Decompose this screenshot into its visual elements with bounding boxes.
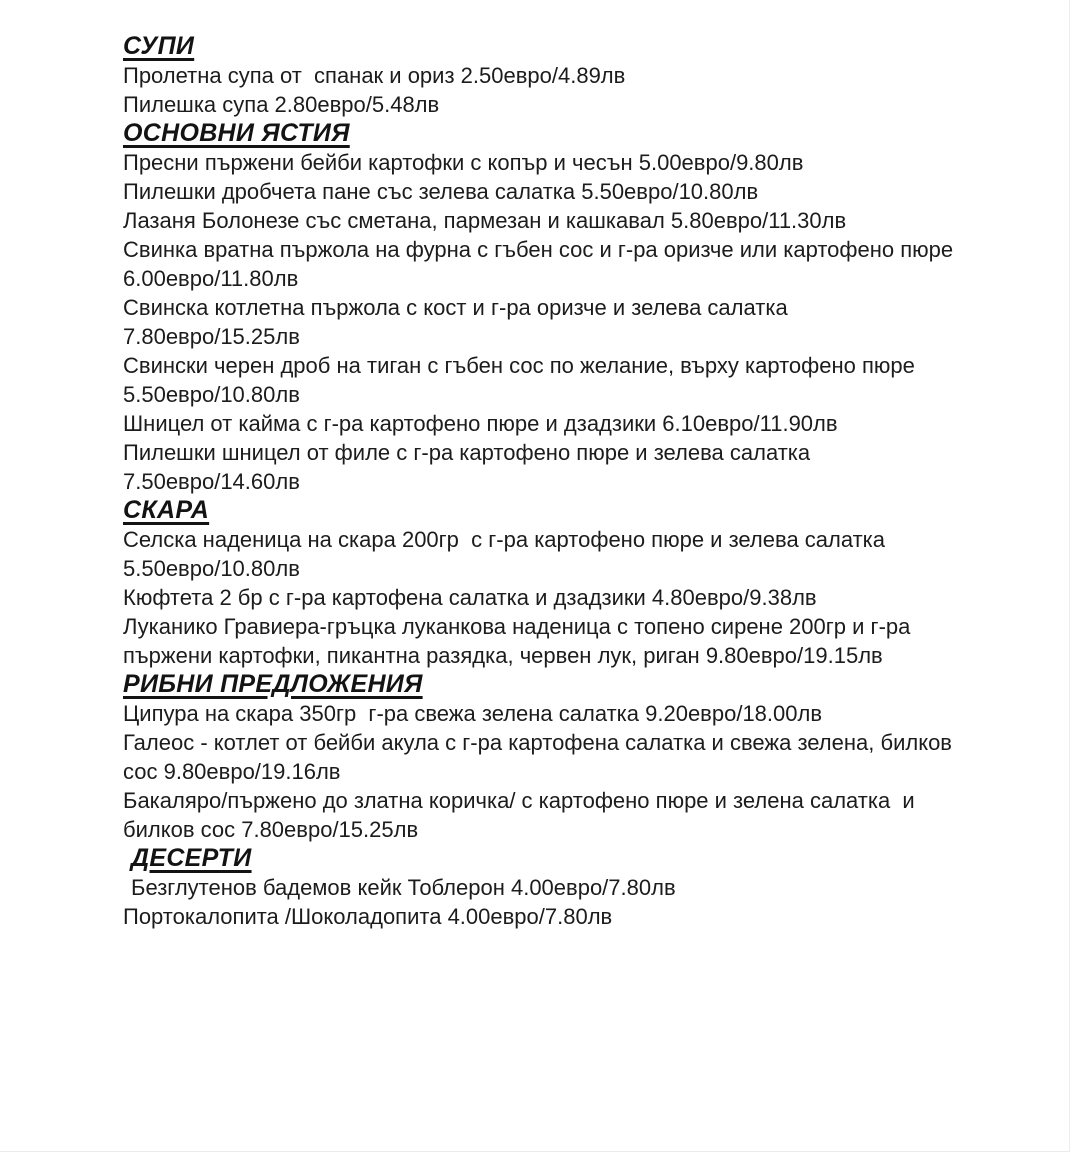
menu-item: Кюфтета 2 бр с г-ра картофена салатка и дзадзики 4.80евро/9.38лв xyxy=(123,585,817,610)
menu-item: Пилешка супа 2.80евро/5.48лв xyxy=(123,92,440,117)
menu-item: Ципура на скара 350гр г-ра свежа зелена салатка 9.20евро/18.00лв xyxy=(123,701,823,726)
menu-item: Пролетна супа от спанак и ориз 2.50евро/4.89лв xyxy=(123,63,626,88)
menu-item: Свинска котлетна пържола с кост и г-ра оризче и зелева салатка 7.80евро/15.25лв xyxy=(123,295,794,349)
menu-item: Пилешки дробчета пане със зелева салатка 5.50евро/10.80лв xyxy=(123,179,759,204)
menu-item: Пресни пържени бейби картофки с копър и чесън 5.00евро/9.80лв xyxy=(123,150,804,175)
menu-content xyxy=(123,32,963,931)
menu-item: Луканико Гравиера-гръцка луканкова наденица с топено сирене 200гр и г-ра пържени картофки, пикантна разядка, червен лук, риган 9.80евро/19.15лв xyxy=(123,614,917,668)
menu-item: Лазаня Болонезе със сметана, пармезан и кашкавал 5.80евро/11.30лв xyxy=(123,208,847,233)
section-title-grill: СКАРА xyxy=(123,496,210,524)
menu-item: Безглутенов бадемов кейк Тоблерон 4.00евро/7.80лв xyxy=(131,875,676,900)
menu-item: Шницел от кайма с г-ра картофено пюре и дзадзики 6.10евро/11.90лв xyxy=(123,411,838,436)
menu-item: Бакаляро/пържено до златна коричка/ с картофено пюре и зелена салатка и билков сос 7.80евро/15.25лв xyxy=(123,788,921,842)
menu-item: Галеос - котлет от бейби акула с г-ра картофена салатка и свежа зелена, билков сос 9.80евро/19.16лв xyxy=(123,730,959,784)
section-title-desserts: ДЕСЕРТИ xyxy=(131,844,252,872)
menu-item: Свински черен дроб на тиган с гъбен сос по желание, върху картофено пюре 5.50евро/10.80лв xyxy=(123,353,921,407)
menu-item: Пилешки шницел от филе с г-ра картофено пюре и зелева салатка 7.50евро/14.60лв xyxy=(123,440,817,494)
section-title-main-dishes: ОСНОВНИ ЯСТИЯ xyxy=(123,119,350,147)
section-title-soups: СУПИ xyxy=(123,32,195,60)
menu-item: Селска наденица на скара 200гр с г-ра картофено пюре и зелева салатка 5.50евро/10.80лв xyxy=(123,527,892,581)
menu-item: Свинка вратна пържола на фурна с гъбен сос и г-ра оризче или картофено пюре 6.00евро/11.80лв xyxy=(123,237,960,291)
menu-item: Портокалопита /Шоколадопита 4.00евро/7.80лв xyxy=(123,904,613,929)
section-title-fish: РИБНИ ПРЕДЛОЖЕНИЯ xyxy=(123,670,423,698)
